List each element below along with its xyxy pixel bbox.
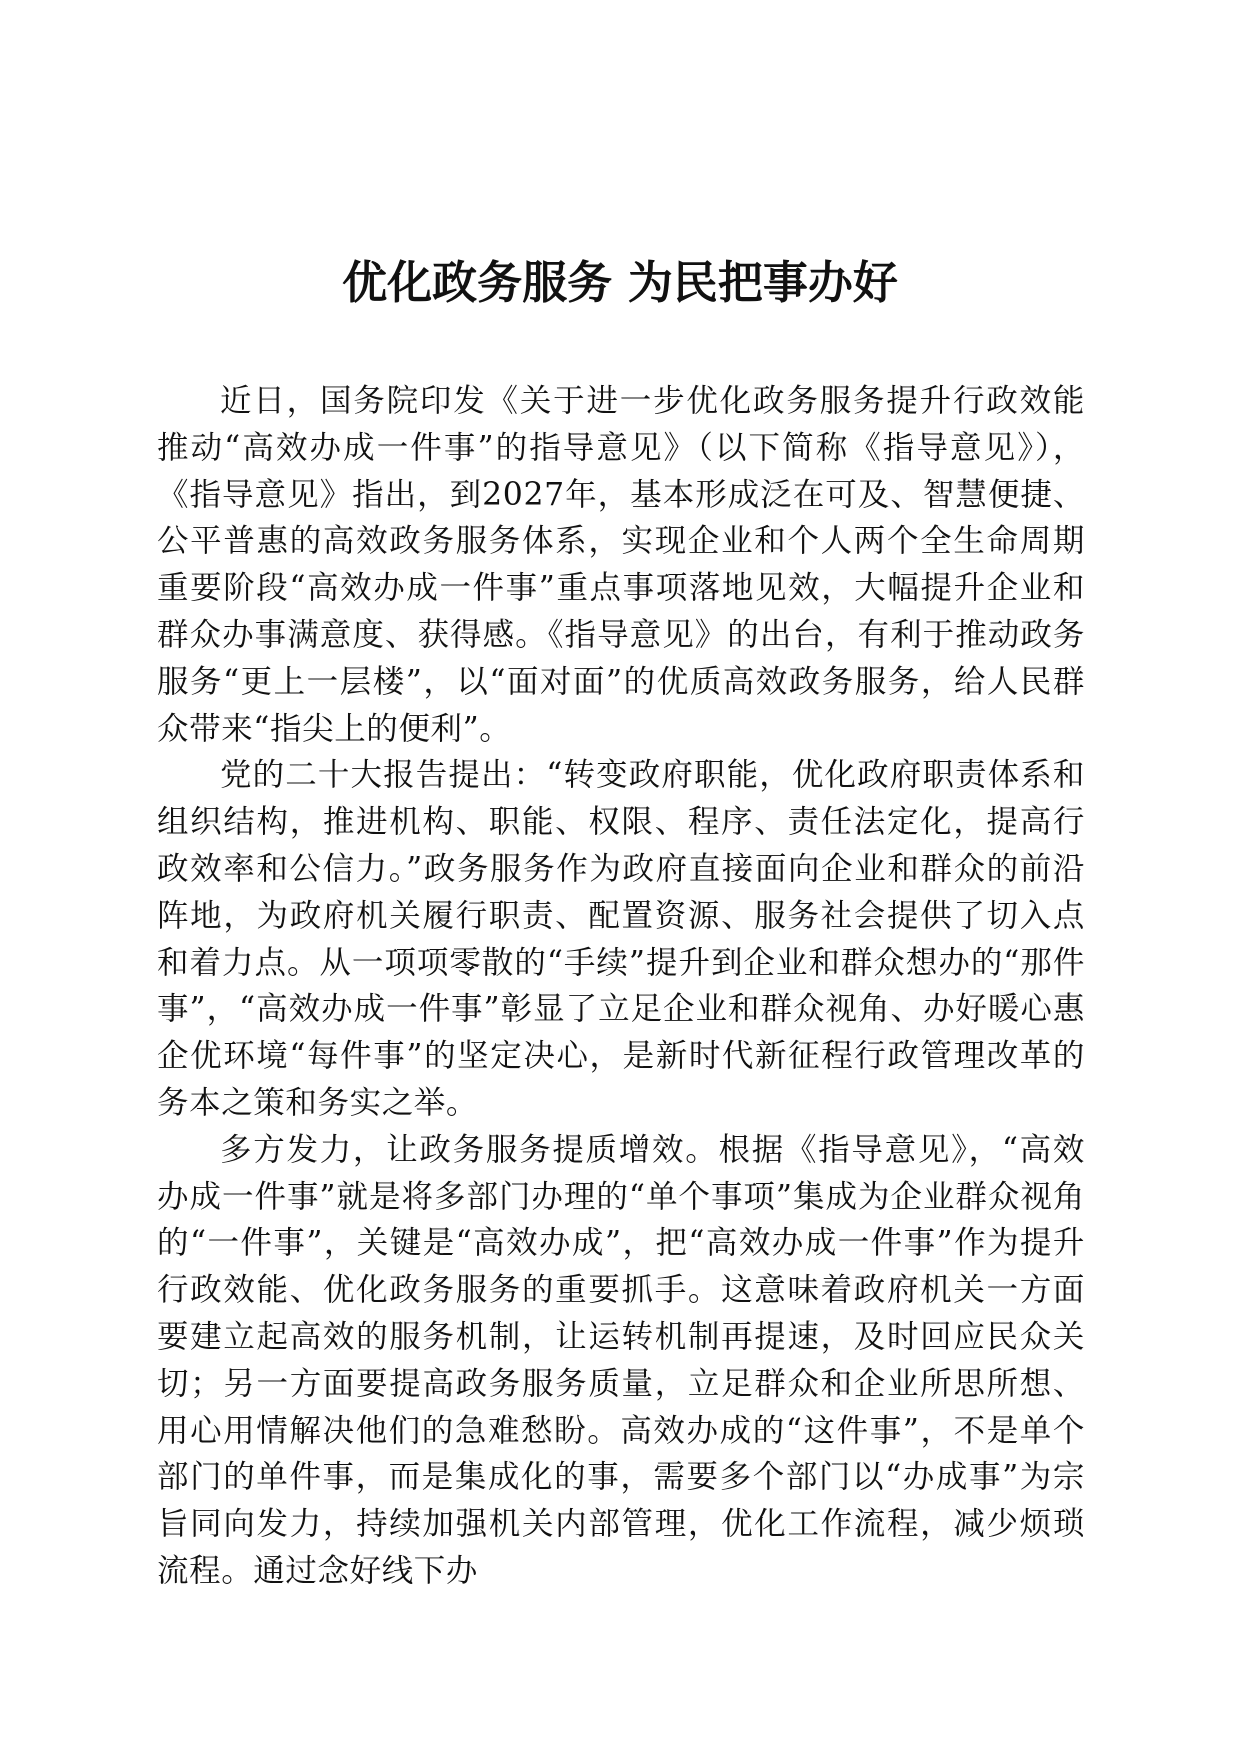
paragraph-2: 党的二十大报告提出：“转变政府职能，优化政府职责体系和组织结构，推进机构、职能、权限、程序、责任法定化，提高行政效率和公信力。”政务服务作为政府直接面向企业和群众的前沿阵地，为政府机关履行职责、配置资源、服务社会提供了切入点和着力点。从一项项零散的“手续”提升到企业和群众想办的“那件事”，“高效办成一件事”彰显了立足企业和群众视角、办好暖心惠企优环境“每件事”的坚定决心，是新时代新征程行政管理改革的务本之策和务实之举。 xyxy=(157,757,1085,1121)
paragraph-1: 近日，国务院印发《关于进一步优化政务服务提升行政效能推动“高效办成一件事”的指导意见》（以下简称《指导意见》），《指导意见》指出，到2027年，基本形成泛在可及、智慧便捷、公平普惠的高效政务服务体系，实现企业和个人两个全生命周期重要阶段“高效办成一件事”重点事项落地见效，大幅提升企业和群众办事满意度、获得感。《指导意见》的出台，有利于推动政务服务“更上一层楼”，以“面对面”的优质高效政务服务，给人民群众带来“指尖上的便利”。 xyxy=(157,383,1085,747)
article-body xyxy=(157,378,1085,1595)
paragraph-3: 多方发力，让政务服务提质增效。根据《指导意见》，“高效办成一件事”就是将多部门办理的“单个事项”集成为企业群众视角的“一件事”，关键是“高效办成”，把“高效办成一件事”作为提升行政效能、优化政务服务的重要抓手。这意味着政府机关一方面要建立起高效的服务机制，让运转机制再提速，及时回应民众关切；另一方面要提高政务服务质量，立足群众和企业所思所想、用心用情解决他们的急难愁盼。高效办成的“这件事”，不是单个部门的单件事，而是集成化的事，需要多个部门以“办成事”为宗旨同向发力，持续加强机关内部管理，优化工作流程，减少烦琐流程。通过念好线下办 xyxy=(157,1131,1085,1589)
page-title: 优化政务服务 为民把事办好 xyxy=(342,256,898,309)
